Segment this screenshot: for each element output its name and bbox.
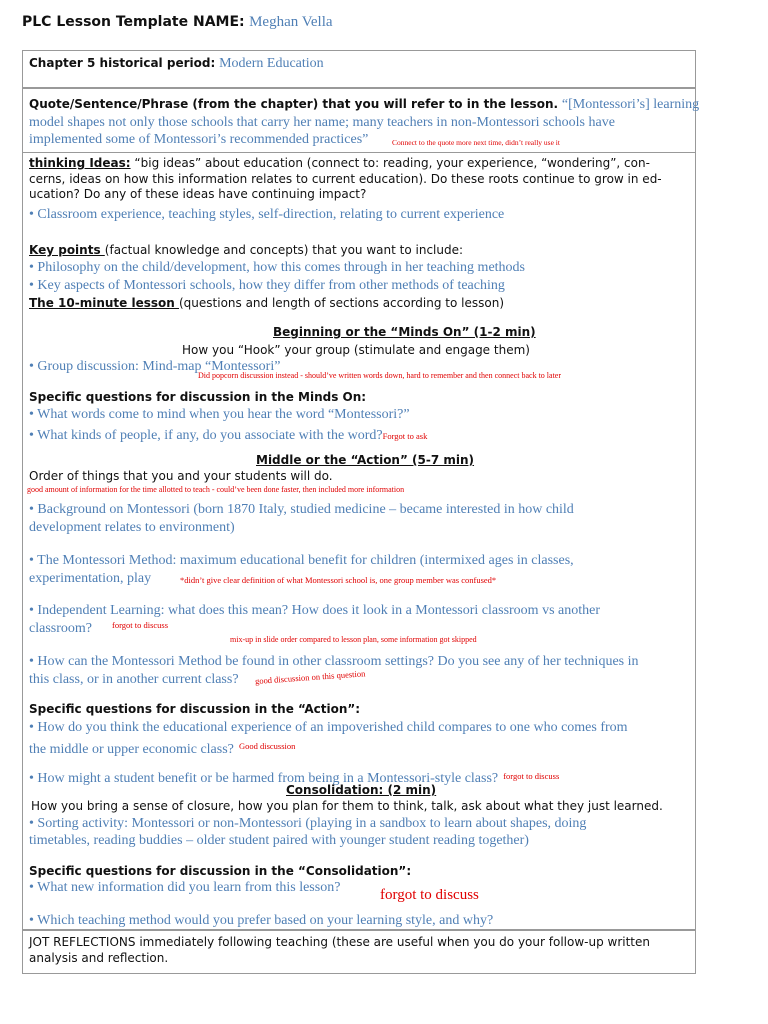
middle-b3-note2: mix-up in slide order compared to lesson plan, some information got skipped <box>230 635 477 644</box>
chapter-label: Chapter 5 historical period: <box>29 56 216 70</box>
consol-q2: • Which teaching method would you prefer based on your learning style, and why? <box>29 913 494 928</box>
consolidation-b1-l1: • Sorting activity: Montessori or non-Montessori (playing in a sandbox to learn about shapes, doing <box>29 816 587 831</box>
key-points-desc: (factual knowledge and concepts) that you want to include: <box>104 243 464 257</box>
thinking-text-1: “big ideas” about education (connect to: reading, your experience, “wondering”, con- <box>134 156 650 170</box>
middle-b4-note: good discussion on this question <box>254 668 366 686</box>
key-point-2: • Key aspects of Montessori schools, how they differ from other methods of teaching <box>29 278 505 293</box>
thinking-bullet: • Classroom experience, teaching styles, self-direction, relating to current experience <box>29 207 505 222</box>
author-name: Meghan Vella <box>249 14 333 30</box>
action-q-label: Specific questions for discussion in the “Action”: <box>29 702 361 716</box>
beginning-note: Did popcorn discussion instead - should’ve written words down, hard to remember and then connect back to later <box>198 371 562 380</box>
action-q2-note: forgot to discuss <box>503 771 560 781</box>
middle-b3-l2: classroom? <box>29 621 92 636</box>
middle-b2-note: *didn’t give clear definition of what Montessori school is, one group member was confused* <box>180 575 497 585</box>
middle-b3-l1: • Independent Learning: what does this mean? How does it look in a Montessori classroom vs another <box>29 603 600 618</box>
middle-b2-l1: • The Montessori Method: maximum educational benefit for children (intermixed ages in classes, <box>29 553 574 568</box>
thinking-line-1 <box>29 156 650 170</box>
middle-b3-note: forgot to discuss <box>112 620 169 630</box>
middle-b4-l1: • How can the Montessori Method be found in other classroom settings? Do you see any of her techniques in <box>29 654 639 669</box>
consol-q-label: Specific questions for discussion in the “Consolidation”: <box>29 864 412 878</box>
middle-sub: Order of things that you and your students will do. <box>29 469 333 483</box>
key-points-line <box>29 243 463 257</box>
middle-note: good amount of information for the time allotted to teach - could’ve been done faster, then included more information <box>27 485 405 494</box>
middle-b2-l2: experimentation, play <box>29 571 152 586</box>
thinking-label: thinking Ideas: <box>29 156 131 170</box>
ten-min-label: The 10-minute lesson <box>29 296 179 310</box>
quote-label: Quote/Sentence/Phrase (from the chapter) that you will refer to in the lesson. <box>29 97 559 111</box>
quote-text-2: model shapes not only those schools that carry her name; many teachers in non-Montessori schools have <box>29 115 615 130</box>
action-q1-l2: the middle or upper economic class? <box>29 742 234 757</box>
jot-line-2: analysis and reflection. <box>29 951 169 965</box>
key-points-label: Key points <box>29 243 105 257</box>
consolidation-b1-l2: timetables, reading buddies – older student paired with younger student reading together) <box>29 833 529 848</box>
beginning-bullet: • Group discussion: Mind-map “Montessori” <box>29 359 281 374</box>
consolidation-sub: How you bring a sense of closure, how you plan for them to think, talk, ask about what they just learned. <box>31 799 663 813</box>
divider <box>22 152 696 153</box>
quote-note: Connect to the quote more next time, didn’t really use it <box>392 138 560 147</box>
header-label: PLC Lesson Template NAME: <box>22 14 245 30</box>
middle-b1-l2: development relates to environment) <box>29 520 235 535</box>
quote-text-3: implemented some of Montessori’s recommended practices” <box>29 132 369 147</box>
key-point-1: • Philosophy on the child/development, how this comes through in her teaching methods <box>29 260 525 275</box>
middle-b1-l1: • Background on Montessori (born 1870 Italy, studied medicine – became interested in how child <box>29 502 574 517</box>
thinking-text-3: ucation? Do any of these ideas have continuing impact? <box>29 187 367 201</box>
minds-on-q-label: Specific questions for discussion in the Minds On: <box>29 390 367 404</box>
consolidation-heading: Consolidation: (2 min) <box>286 783 437 797</box>
minds-on-q2: • What kinds of people, if any, do you associate with the word? <box>29 428 383 443</box>
consol-q1-note: forgot to discuss <box>380 887 479 903</box>
action-q1-note: Good discussion <box>238 741 296 751</box>
minds-on-q2-note: Forgot to ask <box>382 431 428 441</box>
beginning-heading: Beginning or the “Minds On” (1-2 min) <box>273 325 536 339</box>
thinking-text-2: cerns, ideas on how this information relates to current education). Do these roots continue to grow in ed- <box>29 172 662 186</box>
quote-line-1 <box>29 97 699 113</box>
minds-on-q2-line <box>29 424 427 444</box>
page-header <box>22 14 333 31</box>
ten-min-desc: (questions and length of sections according to lesson) <box>178 296 505 310</box>
quote-text-1: “[Montessori’s] learning <box>561 97 700 112</box>
action-q1-l1: • How do you think the educational experience of an impoverished child compares to one who comes from <box>29 720 628 735</box>
action-q2: • How might a student benefit or be harmed from being in a Montessori-style class? <box>29 771 499 786</box>
middle-b4-l2: this class, or in another current class? <box>29 672 239 687</box>
chapter-line <box>29 56 324 72</box>
chapter-value: Modern Education <box>219 56 324 71</box>
jot-line-1: JOT REFLECTIONS immediately following teaching (these are useful when you do your follow-up written <box>29 935 650 949</box>
beginning-sub: How you “Hook” your group (stimulate and engage them) <box>182 343 530 357</box>
action-q1-l2-line <box>29 738 295 758</box>
middle-heading: Middle or the “Action” (5-7 min) <box>256 453 475 467</box>
consol-q1: • What new information did you learn from this lesson? <box>29 880 341 895</box>
minds-on-q1: • What words come to mind when you hear the word “Montessori?” <box>29 407 410 422</box>
ten-min-line <box>29 296 504 310</box>
